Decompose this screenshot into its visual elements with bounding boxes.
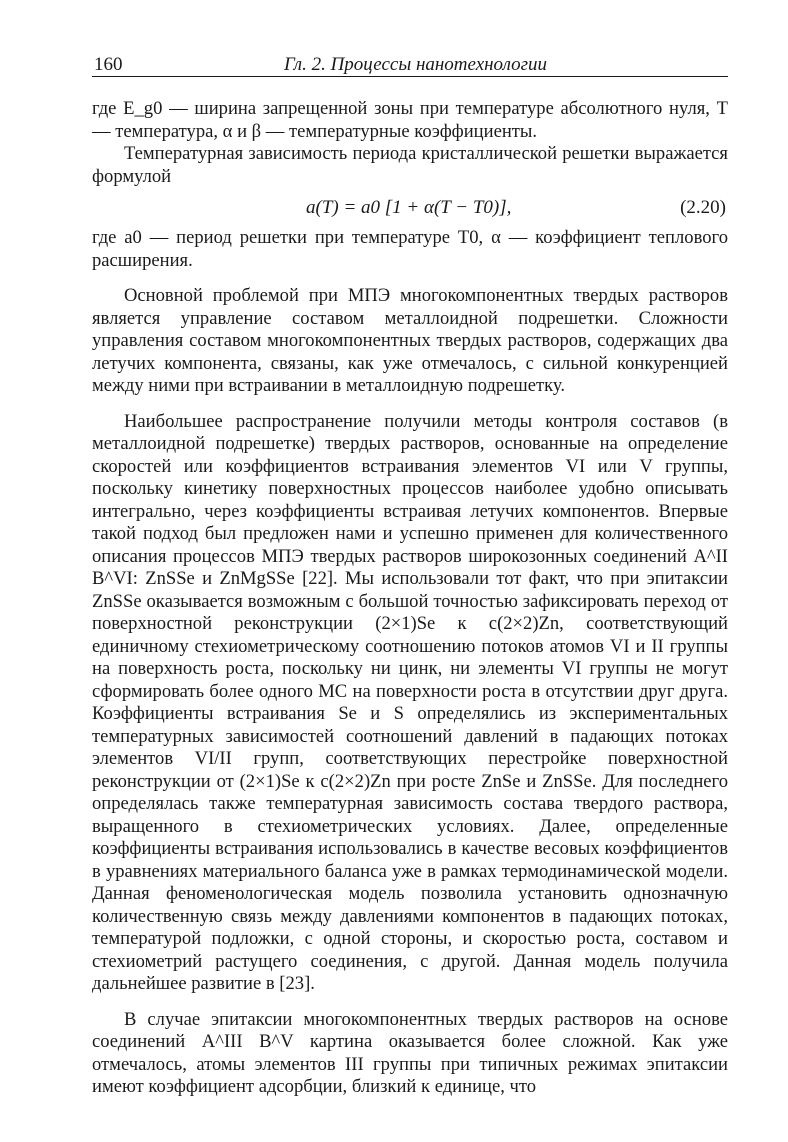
book-page bbox=[92, 50, 728, 1099]
paragraph-4: Основной проблемой при МПЭ многокомпонентных твердых растворов является управление составом металлоидной подрешетки. Сложности управления составом многокомпонентных твердых растворов, содержащих два летучих компонента, связаны, как уже отмечалось, с сильной конкуренцией между ними при встраивании в металлоидную подрешетку. bbox=[92, 285, 728, 396]
paragraph-3: где a0 — период решетки при температуре T0, α — коэффициент теплового расширения. bbox=[92, 227, 728, 271]
page-header bbox=[92, 50, 728, 77]
formula-row bbox=[92, 191, 728, 227]
formula: a(T) = a0 [1 + α(T − T0)], bbox=[306, 197, 512, 218]
running-title: Гл. 2. Процессы нанотехнологии bbox=[284, 54, 548, 75]
paragraph-6: В случае эпитаксии многокомпонентных твердых растворов на основе соединений A^III B^V картина оказывается более сложной. Как уже отмечалось, атомы элементов III группы при типичных режимах эпитаксии имеют коэффициент адсорбции, близкий к единице, что bbox=[92, 1008, 728, 1097]
page-number: 160 bbox=[94, 54, 123, 75]
page-body bbox=[92, 98, 728, 1099]
paragraph-5: Наибольшее распространение получили методы контроля составов (в металлоидной подрешетке) твердых растворов, основанные на определение скоростей или коэффициентов встраивания элементов VI или V группы, поскольку кинетику поверхностных процессов наиболее удобно описывать интегрально, через коэффициенты встраивая летучих компонентов. Впервые такой подход был предложен нами и успешно применен для количественного описания процессов МПЭ твердых растворов широкозонных соединений A^II B^VI: ZnSSe и ZnMgSSe [22]. Мы использовали тот факт, что при эпитаксии ZnSSe оказывается возможным с большой точностью зафиксировать переход от поверхностной реконструкции (2×1)Se к c(2×2)Zn, соответствующий единичному стехиометрическому соотношению потоков атомов VI и II группы на поверхность роста, поскольку ни цинк, ни элементы VI группы не могут сформировать более одного МС на поверхности роста в отсутствии друг друга. Коэффициенты встраивания Se и S определялись из экспериментальных температурных зависимостей соотношений давлений в падающих потоках элементов VI/II групп, соответствующих перестройке поверхностной реконструкции от (2×1)Se к c(2×2)Zn при росте ZnSe и ZnSSe. Для последнего определялась также температурная зависимость состава твердого раствора, выращенного в стехиометрических условиях. Далее, определенные коэффициенты встраивания использовались в качестве весовых коэффициентов в уравнениях материального баланса уже в рамках термодинамической модели. Данная феноменологическая модель позволила установить однозначную количественную связь между давлениями компонентов в падающих потоках, температурой подложки, с одной стороны, и скоростью роста, составом и стехиометрий растущего соединения, с другой. Данная модель получила дальнейшее развитие в [23]. bbox=[92, 410, 728, 994]
paragraph-2: Температурная зависимость периода кристаллической решетки выражается формулой bbox=[92, 143, 728, 187]
paragraph-1: где E_g0 — ширина запрещенной зоны при температуре абсолютного нуля, T — температура, α и β — температурные коэффициенты. bbox=[92, 98, 728, 142]
formula-number: (2.20) bbox=[680, 197, 726, 218]
